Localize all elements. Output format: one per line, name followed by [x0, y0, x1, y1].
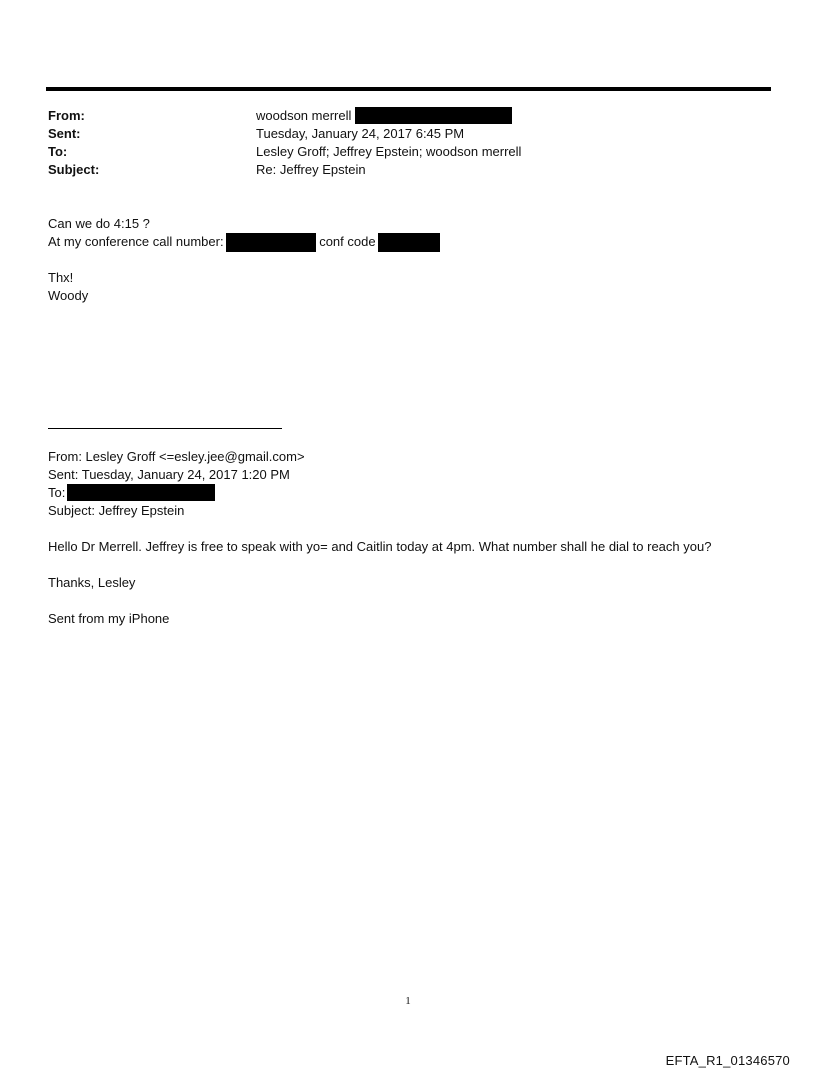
header-subject-row [48, 161, 768, 179]
quoted-from: From: Lesley Groff <=esley.jee@gmail.com> [48, 449, 305, 464]
redaction-block [378, 233, 440, 252]
subject-label: Subject: [48, 162, 100, 177]
header-divider [46, 87, 771, 91]
quoted-divider [48, 428, 282, 429]
from-label: From: [48, 108, 85, 123]
from-value [256, 107, 512, 125]
sent-value: Tuesday, January 24, 2017 6:45 PM [256, 126, 465, 141]
conference-call-label: At my conference call number: [48, 234, 224, 249]
quoted-subject: Subject: Jeffrey Epstein [48, 503, 185, 518]
body-line-3: Thx! [48, 270, 74, 285]
redaction-block [67, 484, 215, 501]
to-label: To: [48, 144, 68, 159]
header-from-row [48, 107, 768, 125]
header-sent-row [48, 125, 768, 143]
subject-value: Re: Jeffrey Epstein [256, 162, 366, 177]
quoted-sent: Sent: Tuesday, January 24, 2017 1:20 PM [48, 467, 290, 482]
page-number: 1 [405, 995, 411, 1007]
quoted-to-label: To: [48, 485, 66, 500]
quoted-signature: Sent from my iPhone [48, 611, 170, 626]
header-to-row [48, 143, 768, 161]
document-id: EFTA_R1_01346570 [665, 1053, 790, 1068]
conf-code-label: conf code [319, 234, 376, 249]
quoted-message: Hello Dr Merrell. Jeffrey is free to speak with yo= and Caitlin today at 4pm. What number shall he dial to reach you? [48, 539, 712, 554]
quoted-signoff: Thanks, Lesley [48, 575, 136, 590]
redaction-block [355, 107, 512, 124]
body-line-1: Can we do 4:15 ? [48, 216, 150, 231]
quoted-to [48, 484, 215, 502]
redaction-block [226, 233, 316, 252]
sent-label: Sent: [48, 126, 81, 141]
to-value: Lesley Groff; Jeffrey Epstein; woodson merrell [256, 144, 522, 159]
body-line-2 [48, 233, 440, 251]
body-line-4: Woody [48, 288, 89, 303]
from-name: woodson merrell [256, 108, 352, 123]
